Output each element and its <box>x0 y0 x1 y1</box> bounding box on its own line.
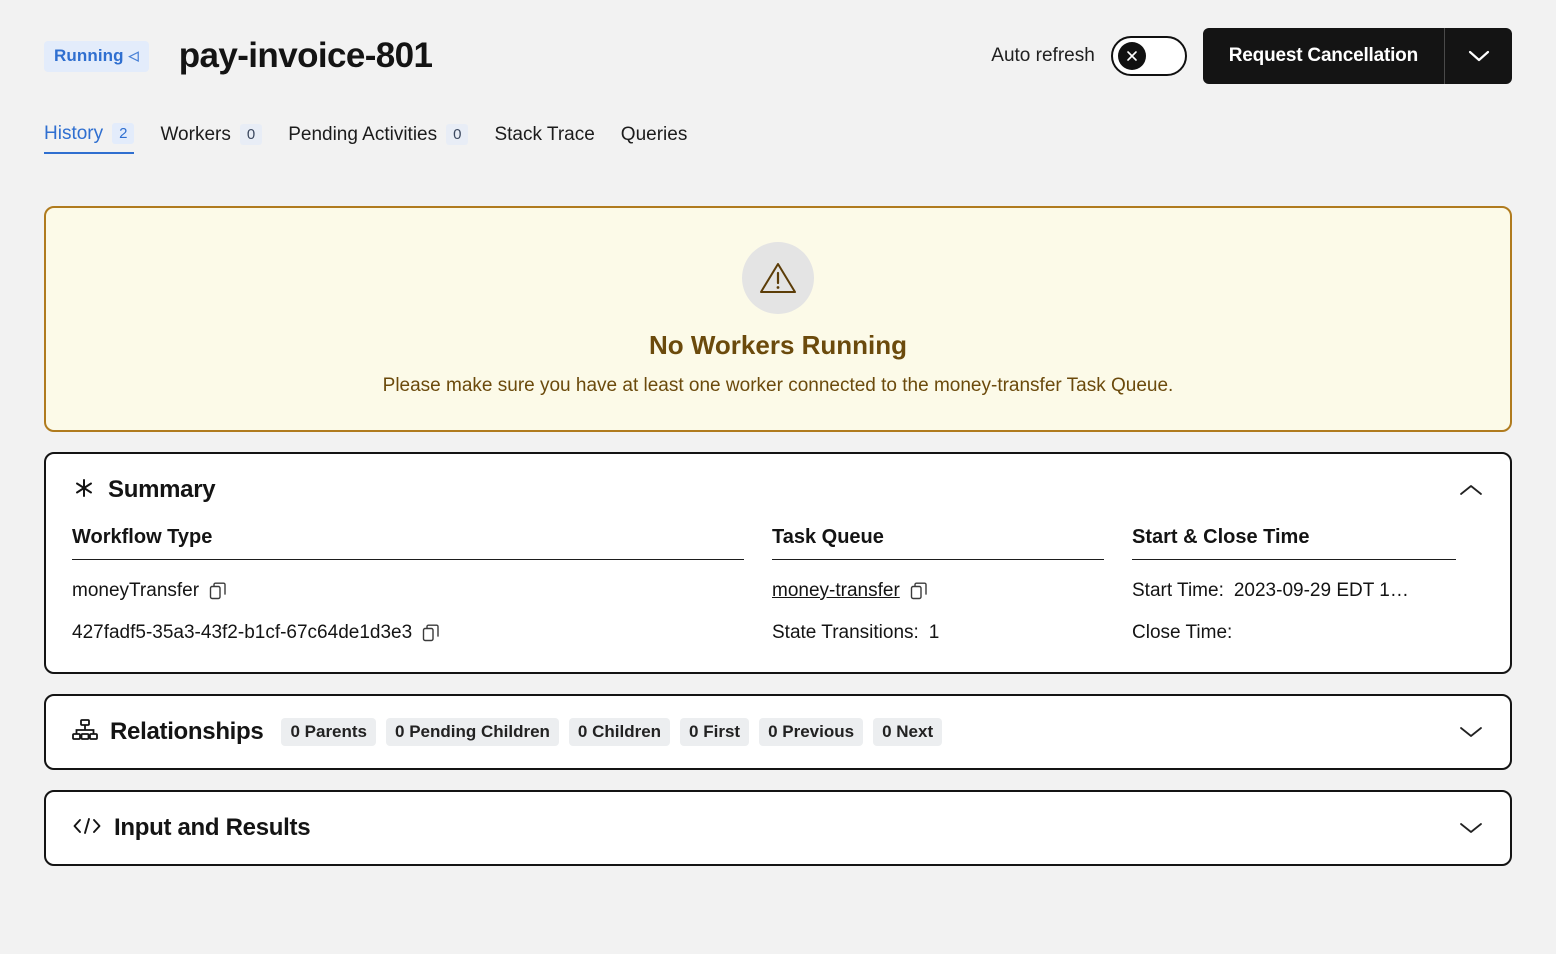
workflow-type-value: moneyTransfer <box>72 580 200 601</box>
workflow-type-header: Workflow Type <box>72 526 744 560</box>
task-queue-value-row <box>772 580 1132 602</box>
tab-history-count: 2 <box>112 123 134 144</box>
tab-history-label: History <box>44 122 104 144</box>
chip-children: 0 Children <box>569 718 670 746</box>
header-actions <box>991 28 1512 84</box>
tab-history[interactable] <box>44 123 134 154</box>
start-time-row <box>1132 580 1484 602</box>
start-time-value: 2023-09-29 EDT 1… <box>1233 580 1409 601</box>
summary-column-times <box>1132 526 1484 644</box>
relationships-card-header[interactable] <box>72 696 1484 768</box>
asterisk-icon <box>72 476 96 505</box>
chevron-up-icon <box>1458 482 1484 498</box>
auto-refresh-toggle[interactable] <box>1111 36 1187 76</box>
relationships-expand-toggle[interactable] <box>1458 724 1484 740</box>
task-queue-link[interactable]: money-transfer <box>772 580 900 601</box>
chip-pending-children: 0 Pending Children <box>386 718 559 746</box>
input-results-title: Input and Results <box>114 814 311 841</box>
chip-next: 0 Next <box>873 718 942 746</box>
tab-stack-trace-label: Stack Trace <box>494 123 595 145</box>
tab-bar <box>44 116 1512 160</box>
close-time-label: Close Time: <box>1132 622 1233 643</box>
summary-title: Summary <box>108 476 216 503</box>
running-check-icon: ◁ <box>128 47 139 63</box>
times-header: Start & Close Time <box>1132 526 1456 560</box>
input-results-card <box>44 790 1512 866</box>
input-results-card-header[interactable] <box>72 792 1484 864</box>
state-transitions-row <box>772 622 1132 644</box>
request-cancellation-button[interactable]: Request Cancellation <box>1203 28 1444 84</box>
tab-pending-activities-label: Pending Activities <box>288 123 438 145</box>
workflow-type-value-row <box>72 580 772 602</box>
tab-pending-activities-count: 0 <box>446 124 468 145</box>
chevron-down-icon <box>1468 49 1490 63</box>
summary-column-task-queue <box>772 526 1132 644</box>
relationships-card <box>44 694 1512 770</box>
state-transitions-value: 1 <box>928 622 940 643</box>
run-id-row <box>72 622 772 644</box>
code-icon <box>72 816 102 841</box>
chevron-down-icon <box>1458 820 1484 836</box>
chip-first: 0 First <box>680 718 749 746</box>
close-time-row <box>1132 622 1484 644</box>
summary-body <box>72 526 1484 672</box>
toggle-knob <box>1118 42 1146 70</box>
run-id-value: 427fadf5-35a3-43f2-b1cf-67c64de1d3e3 <box>72 622 413 643</box>
copy-icon[interactable] <box>209 582 227 600</box>
auto-refresh-label: Auto refresh <box>991 45 1095 66</box>
tab-workers[interactable] <box>160 124 262 153</box>
request-cancellation-dropdown[interactable] <box>1444 28 1512 84</box>
copy-icon[interactable] <box>910 582 928 600</box>
tab-pending-activities[interactable] <box>288 124 468 153</box>
banner-title: No Workers Running <box>648 329 908 360</box>
relationships-chips <box>281 718 942 746</box>
status-badge[interactable] <box>44 41 149 72</box>
request-cancellation-group <box>1203 28 1512 84</box>
summary-collapse-toggle[interactable] <box>1458 482 1484 498</box>
task-queue-header: Task Queue <box>772 526 1104 560</box>
tab-workers-count: 0 <box>240 124 262 145</box>
banner-text: Please make sure you have at least one worker connected to the money-transfer Task Queue. <box>382 374 1174 396</box>
sitemap-icon <box>72 718 98 747</box>
tab-queries[interactable] <box>621 124 688 153</box>
tab-queries-label: Queries <box>620 123 688 145</box>
summary-card <box>44 452 1512 674</box>
chip-previous: 0 Previous <box>759 718 863 746</box>
no-workers-banner <box>44 206 1512 432</box>
warning-triangle-icon <box>742 242 814 314</box>
chevron-down-icon <box>1458 724 1484 740</box>
relationships-title: Relationships <box>110 718 264 745</box>
state-transitions-label: State Transitions: <box>772 622 919 643</box>
close-icon <box>1126 50 1138 62</box>
tab-workers-label: Workers <box>160 123 231 145</box>
status-badge-label: Running <box>54 45 124 65</box>
chip-parents: 0 Parents <box>281 718 376 746</box>
copy-icon[interactable] <box>422 624 440 642</box>
summary-card-header[interactable] <box>72 454 1484 526</box>
summary-column-workflow-type <box>72 526 772 644</box>
page-header <box>44 0 1512 112</box>
input-results-expand-toggle[interactable] <box>1458 820 1484 836</box>
start-time-label: Start Time: <box>1132 580 1224 601</box>
page-title: pay-invoice-801 <box>178 36 433 75</box>
tab-stack-trace[interactable] <box>494 124 594 153</box>
